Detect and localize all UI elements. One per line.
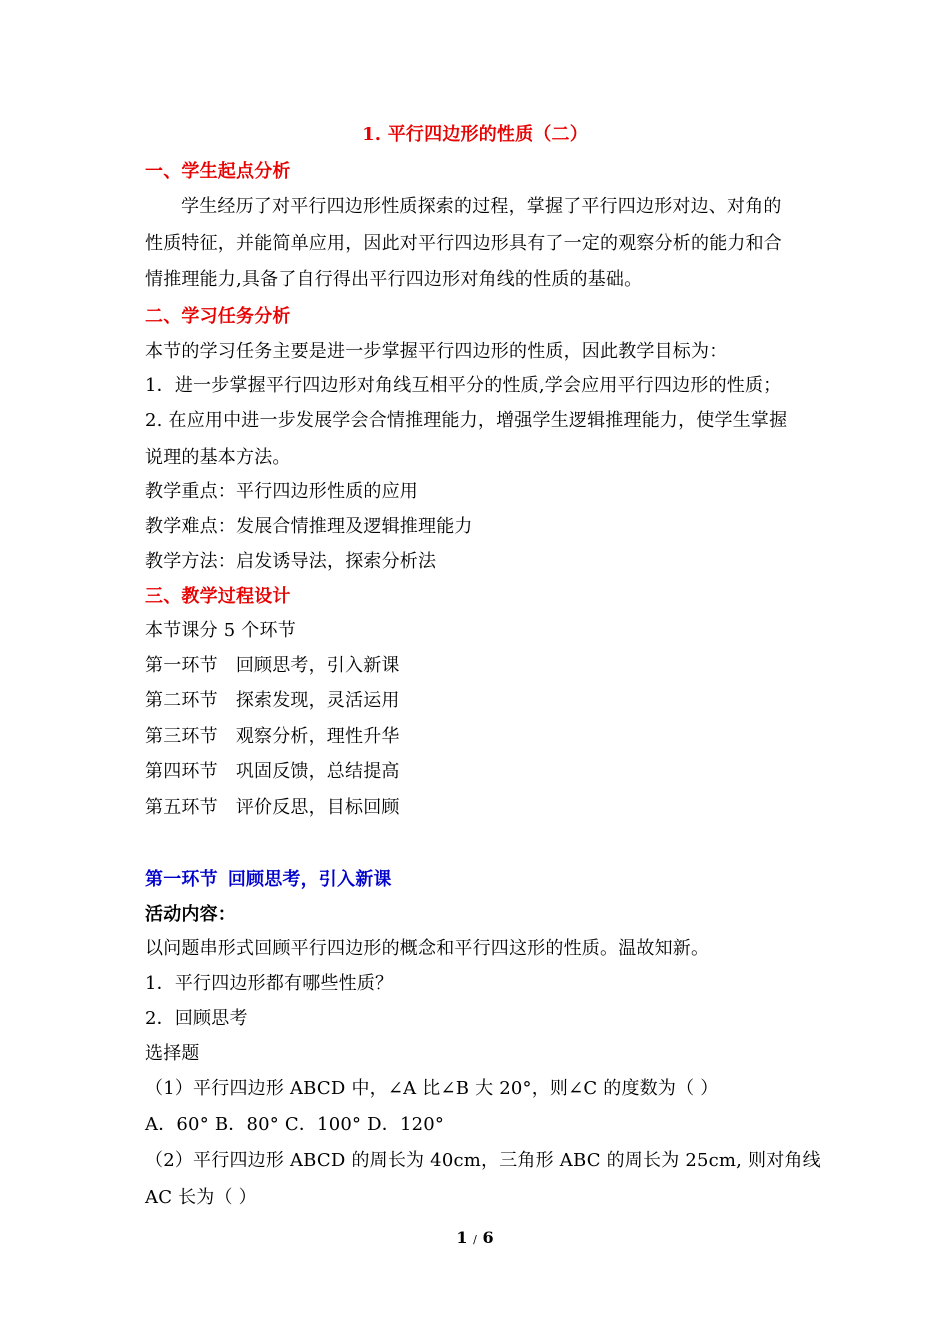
activity-label: 活动内容： <box>145 904 236 925</box>
stage-name: 第二环节 <box>145 690 218 711</box>
teaching-difficulty: 教学难点：发展合情推理及逻辑推理能力 <box>145 516 473 537</box>
goal-item-continued: 说理的基本方法。 <box>145 447 291 468</box>
stage-one-label: 第一环节 <box>145 869 218 890</box>
stage-one-heading <box>145 868 810 892</box>
teaching-key-point: 教学重点：平行四边形性质的应用 <box>145 481 418 502</box>
stage-desc: 巩固反馈，总结提高 <box>235 761 400 782</box>
paragraph-text: 学生经历了对平行四边形性质探索的过程，掌握了平行四边形对边、对角的 <box>181 196 782 217</box>
page-number <box>0 1228 950 1247</box>
stage-item <box>145 796 810 820</box>
page-title: 1. 平行四边形的性质（二） <box>362 124 588 145</box>
goal-item: 1．进一步掌握平行四边形对角线互相平分的性质,学会应用平行四边形的性质； <box>145 375 782 396</box>
paragraph-line: 情推理能力,具备了自行得出平行四边形对角线的性质的基础。 <box>145 269 643 290</box>
section-heading-task-analysis: 二、学习任务分析 <box>145 306 291 327</box>
stage-desc: 探索发现，灵活运用 <box>235 690 400 711</box>
goal-item: 2. 在应用中进一步发展学会合情推理能力，增强学生逻辑推理能力，使学生掌握 <box>145 410 788 431</box>
section-heading-process-design: 三、教学过程设计 <box>145 586 291 607</box>
choice-label: 选择题 <box>145 1043 200 1064</box>
choice-question: （2）平行四边形 ABCD 的周长为 40cm，三角形 ABC 的周长为 25cm, 则对角线 <box>145 1150 821 1171</box>
stage-name: 第四环节 <box>145 761 218 782</box>
teaching-method: 教学方法：启发诱导法，探索分析法 <box>145 551 437 572</box>
choice-options: A．60° B．80° C．100° D．120° <box>145 1114 445 1135</box>
page-current: 1 <box>456 1228 468 1247</box>
paragraph-line: 本节课分 5 个环节 <box>145 620 296 641</box>
stage-name: 第三环节 <box>145 726 218 747</box>
stage-name: 第五环节 <box>145 797 218 818</box>
page-total: 6 <box>482 1228 494 1247</box>
paragraph-line <box>145 195 810 219</box>
stage-name: 第一环节 <box>145 655 218 676</box>
stage-desc: 评价反思，目标回顾 <box>235 797 400 818</box>
stage-item <box>145 654 810 678</box>
stage-one-title: 回顾思考，引入新课 <box>227 869 392 890</box>
page-separator: / <box>473 1233 477 1246</box>
choice-question: （1）平行四边形 ABCD 中，∠A 比∠B 大 20°，则∠C 的度数为（ ） <box>145 1078 719 1099</box>
stage-desc: 观察分析，理性升华 <box>235 726 400 747</box>
question-item: 2．回顾思考 <box>145 1008 248 1029</box>
section-heading-student-analysis: 一、学生起点分析 <box>145 161 291 182</box>
question-item: 1．平行四边形都有哪些性质？ <box>145 973 394 994</box>
stage-item <box>145 760 810 784</box>
paragraph-line: 性质特征，并能简单应用，因此对平行四边形具有了一定的观察分析的能力和合 <box>145 233 782 254</box>
choice-question-continued: AC 长为（ ） <box>145 1187 257 1208</box>
stage-item <box>145 725 810 749</box>
stage-desc: 回顾思考，引入新课 <box>235 655 400 676</box>
paragraph-line: 本节的学习任务主要是进一步掌握平行四边形的性质，因此教学目标为： <box>145 341 728 362</box>
activity-text: 以问题串形式回顾平行四边形的概念和平行四这形的性质。温故知新。 <box>145 938 710 959</box>
stage-item <box>145 689 810 713</box>
